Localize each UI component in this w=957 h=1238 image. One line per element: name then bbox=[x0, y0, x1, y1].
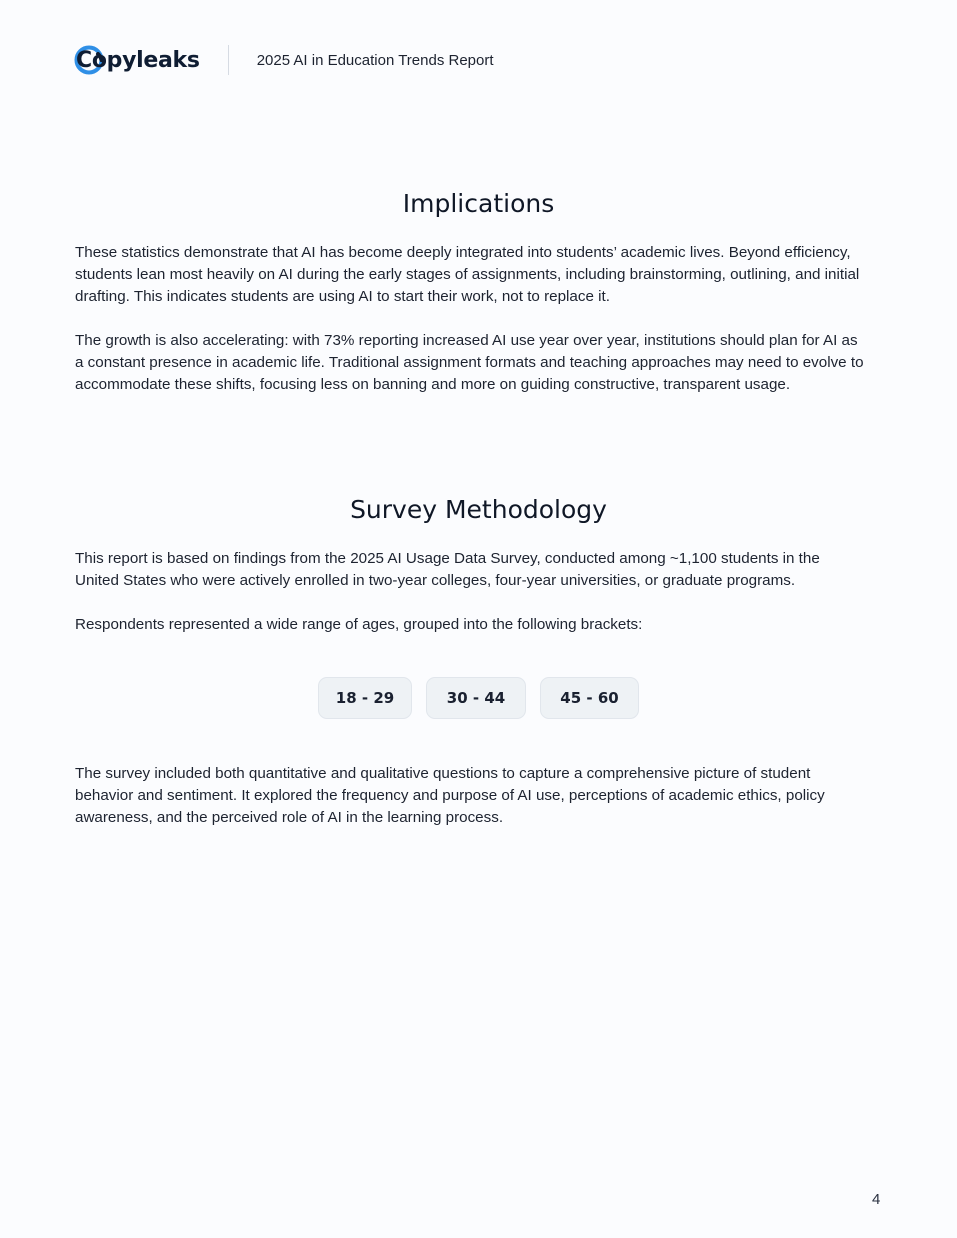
implications-heading: Implications bbox=[402, 189, 555, 218]
implications-paragraph-2: The growth is also accelerating: with 73% reporting increased AI use year over year, institutions should plan for AI as a constant presence in academic life. Traditional assignment formats and teaching approaches may need to evolve to accommodate these shifts, focusing less on banning and more on guiding constructive, transparent usage. bbox=[75, 332, 864, 393]
implications-paragraph-1: These statistics demonstrate that AI has become deeply integrated into students’ academic lives. Beyond efficiency, students lean most heavily on AI during the early stages of assignments, including brainstorming, outlining, and initial drafting. This indicates students are using AI to start their work, not to replace it. bbox=[75, 244, 860, 305]
methodology-paragraph-3: The survey included both quantitative and qualitative questions to capture a comprehensive picture of student behavior and sentiment. It explored the frequency and purpose of AI use, perceptions of academic ethics, policy awareness, and the perceived role of AI in the learning process. bbox=[75, 765, 825, 826]
age-bracket-chip: 30 - 44 bbox=[426, 677, 526, 719]
age-bracket-chip: 45 - 60 bbox=[540, 677, 639, 719]
copyleaks-logo bbox=[74, 45, 200, 75]
logo-text: Copyleaks bbox=[76, 47, 200, 73]
page-header bbox=[74, 40, 494, 80]
age-bracket-chip: 18 - 29 bbox=[318, 677, 412, 719]
methodology-paragraph-1: This report is based on findings from the 2025 AI Usage Data Survey, conducted among ~1,100 students in the United States who were actively enrolled in two-year colleges, four-year universities, or graduate programs. bbox=[75, 550, 820, 589]
header-divider bbox=[228, 45, 229, 75]
age-brackets bbox=[0, 677, 957, 719]
methodology-heading: Survey Methodology bbox=[350, 495, 607, 524]
methodology-paragraph-2: Respondents represented a wide range of ages, grouped into the following brackets: bbox=[75, 616, 643, 633]
report-title: 2025 AI in Education Trends Report bbox=[256, 51, 494, 69]
page-number: 4 bbox=[872, 1191, 881, 1208]
